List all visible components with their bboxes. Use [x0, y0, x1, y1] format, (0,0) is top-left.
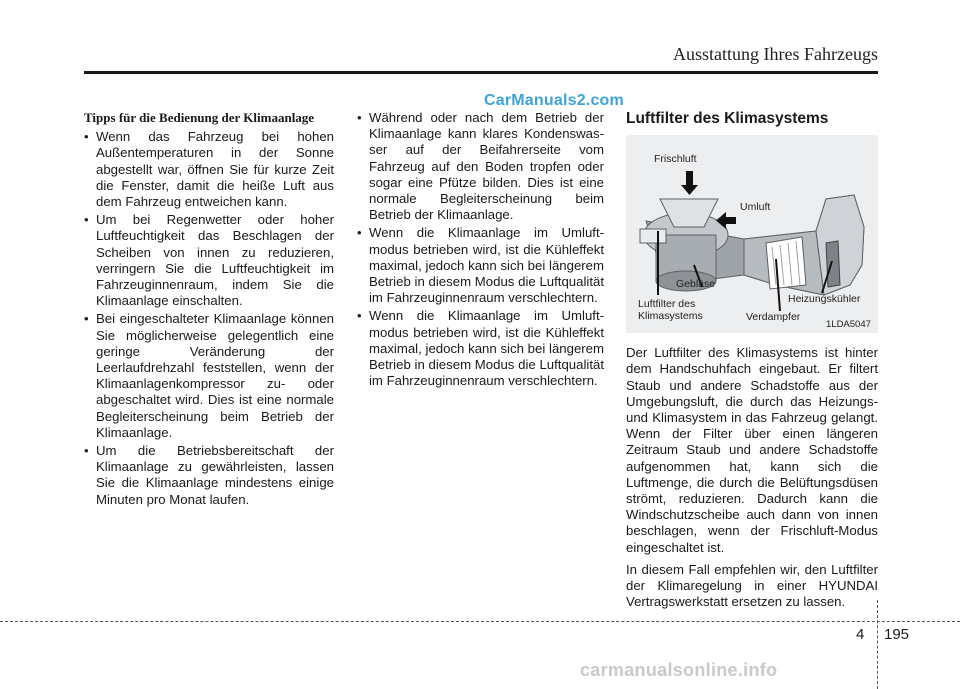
label-verdampfer: Verdampfer: [746, 311, 801, 324]
label-frischluft: Frischluft: [654, 153, 697, 166]
figure-code: 1LDA5047: [826, 319, 871, 331]
tips-heading: Tipps für die Bedienung der Klimaanlage: [84, 110, 315, 125]
page-number: 195: [884, 626, 910, 643]
page-divider: [877, 600, 878, 689]
footer-rule: [0, 621, 960, 622]
page-header-title: Ausstattung Ihres Fahrzeugs: [673, 44, 878, 64]
watermark-carmanuals2[interactable]: CarManuals2.com: [484, 92, 624, 109]
hvac-diagram: [626, 135, 878, 333]
notes-list: [357, 110, 604, 389]
list-item: • Bei eingeschalteter Klimaanlage können Sie möglicherweise gelegentlich eine geringe Veränderung der Leerlaufdrehzahl feststellen, wenn der Klimaanlagenkompressor zu- oder abgeschaltet wird. Dies ist eine normale Begleiterscheinung beim Betrieb der Klimaanlage.: [84, 311, 334, 440]
middle-column: [357, 110, 604, 391]
label-geblaese: Gebläse: [676, 278, 716, 291]
left-column: [84, 110, 334, 510]
label-heizungskuehler: Heizungskühler: [788, 293, 861, 306]
tips-list: [84, 129, 334, 508]
list-item: • Während oder nach dem Betrieb der Klimaanlage kann klares Kondenswas-ser auf der Beifahrerseite vom Fahrzeug auf den Boden tropfen oder sogar eine Pfütze bilden. Dies ist eine normale Begleiterscheinung beim Betrieb der Klimaanlage.: [357, 110, 604, 223]
label-umluft: Umluft: [740, 201, 771, 214]
header-rule: [84, 71, 878, 74]
list-item: • Wenn das Fahrzeug bei hohen Außentemperaturen in der Sonne abgestellt war, öffnen Sie für kurze Zeit die Fenster, damit die heiße Luft aus dem Fahrzeug entweichen kann.: [84, 129, 334, 210]
list-item: • Wenn die Klimaanlage im Umluft-modus betrieben wird, ist die Kühleffekt maximal, jedoch kann sich bei längerem Betrieb in diesem Modus die Luftqualität im Fahrzeuginnenraum verschlechtern.: [357, 308, 604, 389]
section-title: Luftfilter des Klimasystems: [626, 110, 829, 127]
right-column: [626, 110, 878, 616]
body-paragraph: Der Luftfilter des Klimasystems ist hinter dem Handschuhfach eingebaut. Er filtert Staub und andere Schadstoffe aus der Umgebungsluft, die durch das Heizungs- und Klimasystem in das Fahrzeug gelangt. Wenn der Filter über einen längeren Zeitraum Staub und andere Schadstoffe aufgenommen hat, kann sich die Luftmenge, die durch die Belüftungsdüsen strömt, reduzieren. Dadurch kann die Windschutzscheibe auch dann von innen beschlagen, wenn der Frischluft-Modus eingeschaltet ist.: [626, 345, 878, 555]
list-item: • Um die Betriebsbereitschaft der Klimaanlage zu gewährleisten, lassen Sie die Klimaanlage mindestens einige Minuten pro Monat laufen.: [84, 443, 334, 507]
chapter-number: 4: [856, 626, 865, 643]
list-item: • Um bei Regenwetter oder hoher Luftfeuchtigkeit das Beschlagen der Scheiben von innen zu reduzieren, verringern Sie die Luftfeuchtigkeit im Fahrzeuginnenraum, indem Sie die Klimaanlage einschalten.: [84, 212, 334, 309]
label-luftfilter: Luftfilter des Klimasystems: [638, 298, 703, 323]
watermark-carmanualsonline[interactable]: carmanualsonline.info: [580, 660, 778, 680]
body-paragraph: In diesem Fall empfehlen wir, den Luftfilter der Klimaregelung in einer HYUNDAI Vertragswerkstatt ersetzen zu lassen.: [626, 561, 878, 610]
list-item: • Wenn die Klimaanlage im Umluft-modus betrieben wird, ist die Kühleffekt maximal, jedoch kann sich bei längerem Betrieb in diesem Modus die Luftqualität im Fahrzeuginnenraum verschlechtern.: [357, 225, 604, 306]
